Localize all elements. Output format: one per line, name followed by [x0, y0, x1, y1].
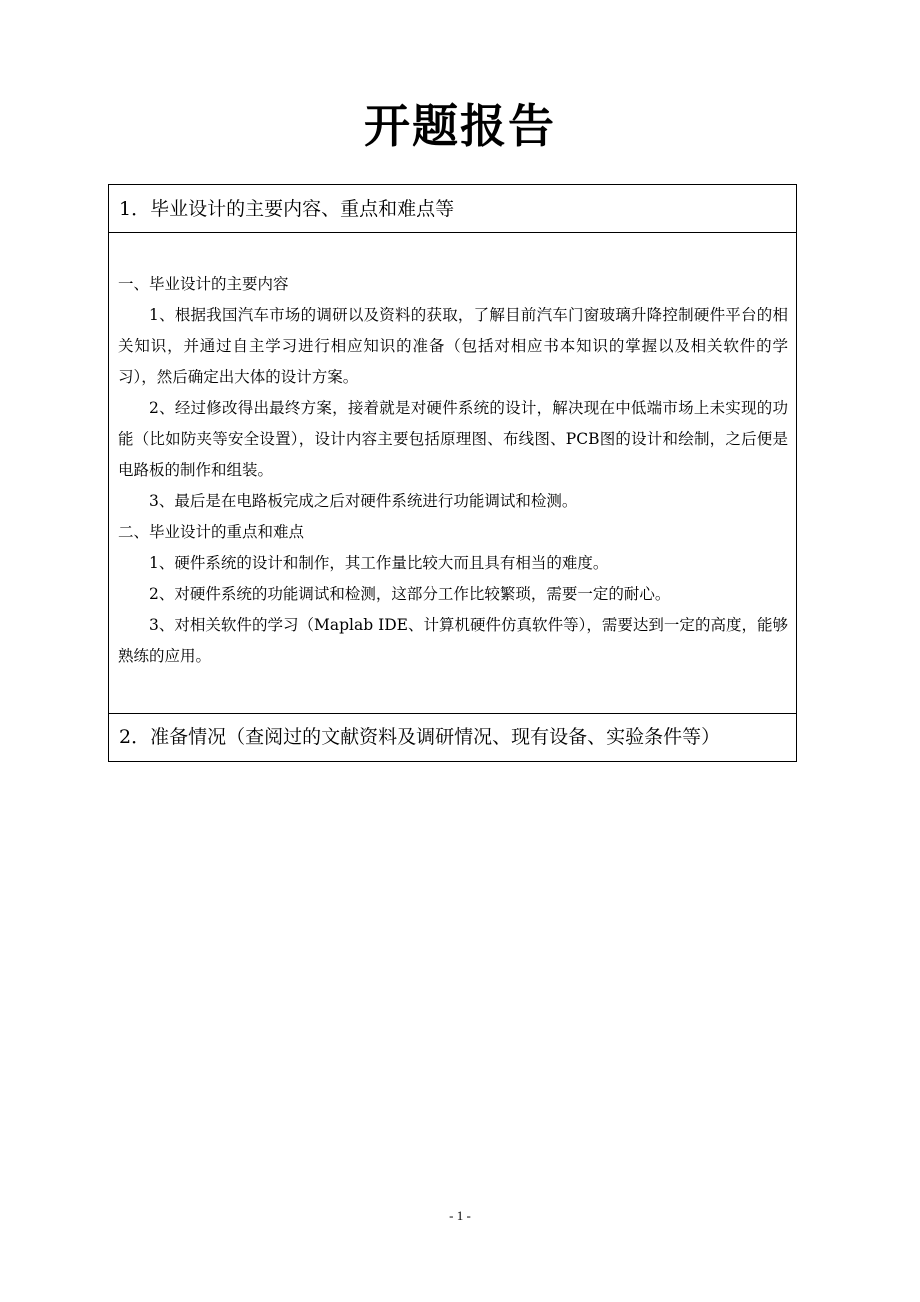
paragraph-point-2: 2、对硬件系统的功能调试和检测，这部分工作比较繁琐，需要一定的耐心。	[149, 585, 671, 603]
paragraph-item-1: 1、根据我国汽车市场的调研以及资料的获取，了解目前汽车门窗玻璃升降控制硬件平台的相关知识，并通过自主学习进行相应知识的准备（包括对相应书本知识的掌握以及相关软件的学习），然后确定出大体的设计方案。	[118, 306, 788, 386]
paragraph-item-3: 3、最后是在电路板完成之后对硬件系统进行功能调试和检测。	[149, 492, 578, 510]
paragraph-point-3: 3、对相关软件的学习（Maplab IDE、计算机硬件仿真软件等），需要达到一定的高度，能够熟练的应用。	[118, 616, 788, 665]
section-1-header: 1．毕业设计的主要内容、重点和难点等	[109, 185, 796, 233]
page-number: - 1 -	[449, 1208, 471, 1223]
paragraph-point-1: 1、硬件系统的设计和制作，其工作量比较大而且具有相当的难度。	[149, 554, 609, 572]
paragraph-item-2: 2、经过修改得出最终方案，接着就是对硬件系统的设计，解决现在中低端市场上未实现的功能（比如防夹等安全设置），设计内容主要包括原理图、布线图、PCB图的设计和绘制，之后便是电路板的制作和组装。	[118, 399, 788, 479]
section-1-content	[109, 233, 796, 714]
section-2-header: 2．准备情况（查阅过的文献资料及调研情况、现有设备、实验条件等）	[119, 726, 721, 748]
subheading-key-points: 二、毕业设计的重点和难点	[118, 523, 305, 541]
document-title: 开题报告	[364, 99, 556, 153]
report-table	[108, 184, 797, 762]
subheading-main-content: 一、毕业设计的主要内容	[118, 275, 289, 293]
